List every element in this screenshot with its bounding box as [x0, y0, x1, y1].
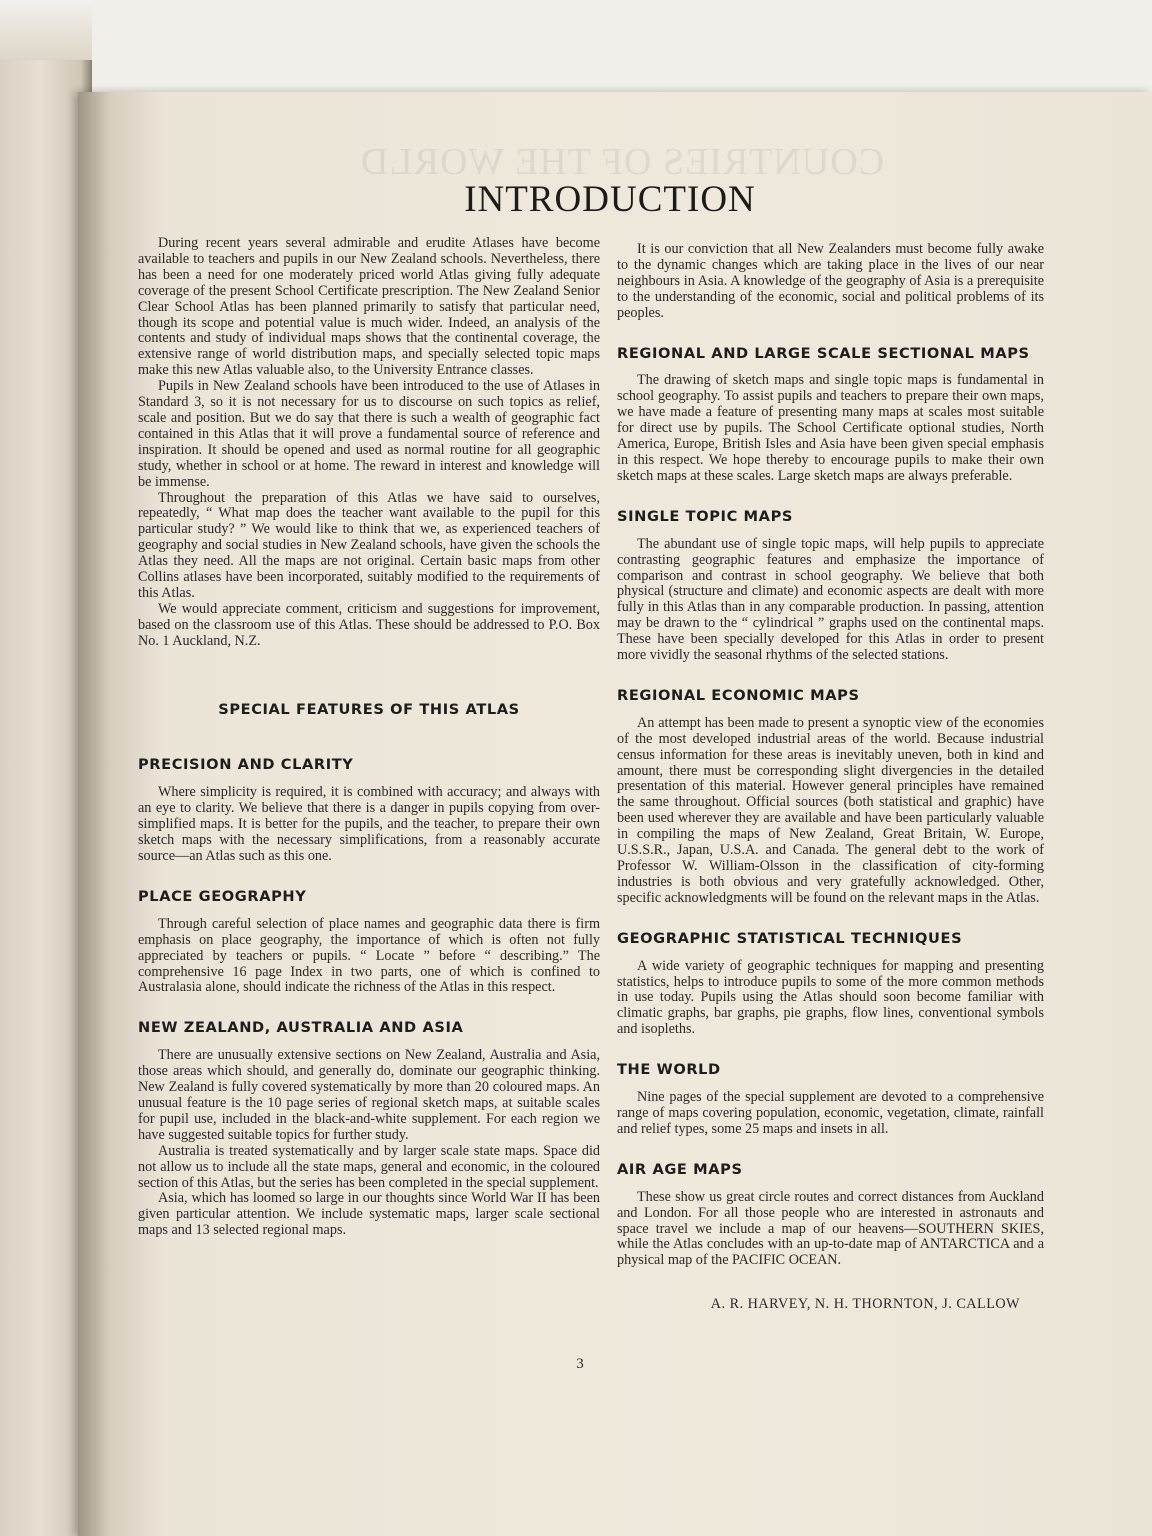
- precision-text: Where simplicity is required, it is combined with accuracy; and always with an eye to clarity. We believe that there is a danger in pupils copying from over-simplified maps. It is better for the pupils, and the teacher, to prepare their own sketch maps with the necessary simplifications, from a reasonably accurate source—an Atlas such as this one.: [138, 784, 600, 864]
- intro-paragraph-4: We would appreciate comment, criticism and suggestions for improvement, based on the classroom use of this Atlas. These should be addressed to P.O. Box No. 1 Auckland, N.Z.: [138, 600, 600, 649]
- intro-paragraph-1: During recent years several admirable and erudite Atlases have become available to teachers and pupils in our New Zealand schools. Nevertheless, there has been a need for one moderately priced world Atlas giving fully adequate coverage of the present School Certificate prescription. The New Zealand Senior Clear School Atlas has been planned primarily to satisfy that particular need, though its scope and potential value is much wider. Indeed, an analysis of the contents and study of individual maps shows that the continental coverage, the extensive range of world distribution maps, and specially selected topic maps make this new Atlas valuable also, to the University Entrance classes.: [138, 235, 600, 379]
- the-world-heading: THE WORLD: [617, 1061, 721, 1079]
- statistical-techniques-text: A wide variety of geographic techniques for mapping and presenting statistics, helps to introduce pupils to some of the more common methods in use today. Pupils using the Atlas should soon become familiar with climatic graphs, bar graphs, pie graphs, flow lines, conventional symbols and isopleths.: [617, 957, 1044, 1038]
- precision-heading: PRECISION AND CLARITY: [138, 756, 354, 774]
- page-number: 3: [576, 1356, 584, 1372]
- single-topic-heading: SINGLE TOPIC MAPS: [617, 507, 793, 525]
- place-geography-heading: PLACE GEOGRAPHY: [138, 887, 307, 905]
- nz-paragraph-1: There are unusually extensive sections on New Zealand, Australia and Asia, those areas which should, and generally do, dominate our geographic thinking. New Zealand is fully covered systematically by more than 20 coloured maps. An unusual feature is the 10 page series of regional sketch maps, at suitable scales for pupil use, included in the black-and-white supplement. For each region we have suggested suitable topics for further study.: [138, 1047, 600, 1143]
- bleed-through-text: COUNTRIES OF THE WORLD: [360, 141, 885, 183]
- air-age-heading: AIR AGE MAPS: [617, 1160, 743, 1178]
- regional-economic-text: An attempt has been made to present a synoptic view of the economies of the most developed industrial areas of the world. Because industrial census information for these areas is inevitably uneven, both in kind and amount, there must be corresponding slight divergencies in the detailed presentation of this material. However general principles have remained the same throughout. Official sources (both statistical and graphic) have been used wherever they are available and have been particularly valuable in compiling the maps of New Zealand, Great Britain, W. Europe, U.S.S.R., Japan, U.S.A. and Canada. The general debt to the work of Professor W. William-Olsson in the classification of city-forming industries is both obvious and very gratefully acknowledged. Other, specific acknowledgments will be found on the relevant maps in the Atlas.: [617, 714, 1044, 906]
- regional-large-scale-heading: REGIONAL AND LARGE SCALE SECTIONAL MAPS: [617, 344, 1030, 362]
- special-features-heading: SPECIAL FEATURES OF THIS ATLAS: [218, 700, 520, 718]
- regional-large-scale-text: The drawing of sketch maps and single topic maps is fundamental in school geography. To assist pupils and teachers to prepare their own maps, we have made a feature of presenting many maps at scales most suitable for direct use by pupils. The School Certificate optional studies, North America, Europe, British Isles and Asia have been given special emphasis in this respect. We hope thereby to encourage pupils to make their own sketch maps at these scales. Large sketch maps are always preferable.: [617, 372, 1044, 484]
- facing-page-top: [0, 0, 92, 60]
- nz-australia-asia-heading: NEW ZEALAND, AUSTRALIA AND ASIA: [138, 1019, 464, 1037]
- nz-paragraph-3: Asia, which has loomed so large in our thoughts since World War II has been given particular attention. We include systematic maps, larger scale sectional maps and 13 selected regional maps.: [138, 1190, 600, 1239]
- the-world-text: Nine pages of the special supplement are devoted to a comprehensive range of maps covering population, economic, vegetation, climate, rainfall and relief types, some 25 maps and insets in all.: [617, 1089, 1044, 1137]
- intro-paragraph-3: Throughout the preparation of this Atlas we have said to ourselves, repeatedly, “ What map does the teacher want available to the pupil for this particular study? ” We would like to think that we, as experienced teachers of geography and social studies in New Zealand schools, have given the schools the Atlas they need. All the maps are not original. Certain basic maps from other Collins atlases have been incorporated, suitably modified to the requirements of this Atlas.: [138, 489, 600, 601]
- air-age-text: These show us great circle routes and correct distances from Auckland and London. For all those people who are interested in astronauts and space travel we include a map of our heavens—SOUTHERN SKIES, while the Atlas concludes with an up-to-date map of ANTARCTICA and a physical map of the PACIFIC OCEAN.: [617, 1188, 1044, 1269]
- regional-economic-heading: REGIONAL ECONOMIC MAPS: [617, 686, 860, 704]
- statistical-techniques-heading: GEOGRAPHIC STATISTICAL TECHNIQUES: [617, 929, 963, 947]
- intro-paragraph-2: Pupils in New Zealand schools have been introduced to the use of Atlases in Standard 3, so it is not necessary for us to discourse on such topics as relief, scale and position. But we do say that there is such a wealth of geographic fact contained in this Atlas that it will prove a fundamental source of reference and inspiration. It should be opened and used as normal routine for all geographic study, whether in school or at home. The reward in interest and knowledge will be immense.: [138, 378, 600, 490]
- single-topic-text: The abundant use of single topic maps, will help pupils to appreciate contrasting geographic features and emphasize the importance of comparison and contrast in school geography. We believe that both physical (structure and climate) and economic aspects are dealt with more fully in this Atlas than in any comparable production. In passing, attention may be drawn to the “ cylindrical ” graphs used on the continental maps. These have been specially developed for this Atlas in order to present more vividly the seasonal rhythms of the selected stations.: [617, 535, 1044, 664]
- page-title: INTRODUCTION: [464, 179, 756, 220]
- right-column: [617, 242, 1044, 1313]
- asia-conviction-paragraph: It is our conviction that all New Zealanders must become fully awake to the dynamic changes which are taking place in the lives of our near neighbours in Asia. A knowledge of the geography of Asia is a prerequisite to the understanding of the economic, social and political problems of its peoples.: [617, 241, 1044, 321]
- authors-signature: A. R. HARVEY, N. H. THORNTON, J. CALLOW: [710, 1296, 1020, 1313]
- left-column: [138, 236, 600, 1239]
- place-geography-text: Through careful selection of place names and geographic data there is firm emphasis on place geography, the importance of which is often not fully appreciated by teachers or pupils. “ Locate ” before “ describing.” The comprehensive 16 page Index in two parts, one of which is confined to Australasia alone, should indicate the richness of the Atlas in this respect.: [138, 915, 600, 996]
- nz-paragraph-2: Australia is treated systematically and by larger scale state maps. Space did not allow us to include all the state maps, general and economic, in the coloured section of this Atlas, but the series has been completed in the special supplement.: [138, 1142, 600, 1191]
